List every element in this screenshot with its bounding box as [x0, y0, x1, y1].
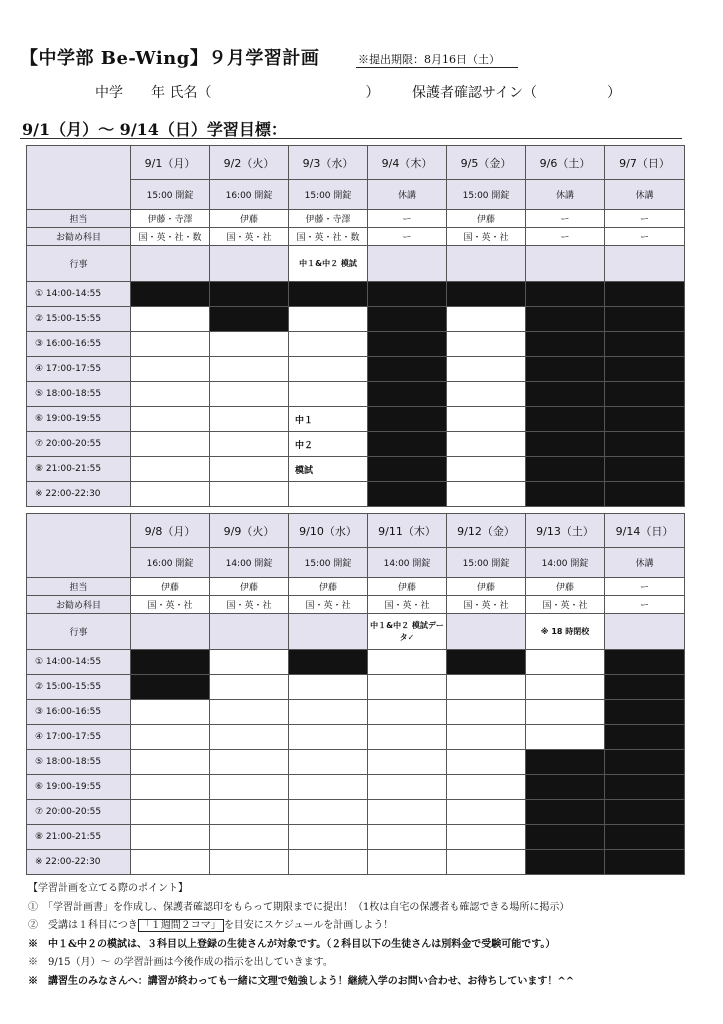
open-slot[interactable] [131, 382, 210, 407]
open-slot[interactable] [131, 800, 210, 825]
student-name-field[interactable]: 中学 年 氏名（ ） [95, 85, 380, 101]
row-label-subjects: お勧め科目 [27, 228, 131, 246]
open-slot[interactable] [447, 407, 526, 432]
closed-slot [605, 850, 685, 875]
exam-slot: 模試 [289, 457, 368, 482]
closed-slot [605, 700, 685, 725]
event-cell [368, 614, 447, 650]
subjects-cell: 国・英・社 [289, 596, 368, 614]
open-slot[interactable] [210, 675, 289, 700]
time-slot-label: ⑦ 20:00-20:55 [27, 800, 131, 825]
open-slot[interactable] [368, 800, 447, 825]
closed-slot [526, 825, 605, 850]
subjects-cell: ー [605, 228, 685, 246]
closed-slot [368, 357, 447, 382]
event-cell [447, 246, 526, 282]
closed-slot [605, 482, 685, 507]
open-slot[interactable] [131, 775, 210, 800]
closed-slot [605, 750, 685, 775]
time-slot-label: ② 15:00-15:55 [27, 675, 131, 700]
open-slot[interactable] [368, 700, 447, 725]
open-slot[interactable] [447, 332, 526, 357]
day-date: 9/4（木） [368, 146, 447, 180]
open-slot[interactable] [289, 775, 368, 800]
closed-slot [526, 800, 605, 825]
day-open-time: 休講 [605, 548, 685, 578]
subjects-cell: 国・英・社 [447, 596, 526, 614]
event-cell [131, 614, 210, 650]
staff-cell: 伊藤・寺澤 [289, 210, 368, 228]
day-open-time: 14:00 開錠 [368, 548, 447, 578]
closed-slot [526, 432, 605, 457]
day-date: 9/1（月） [131, 146, 210, 180]
staff-cell: 伊藤 [368, 578, 447, 596]
subjects-cell: ー [605, 596, 685, 614]
closed-slot [526, 307, 605, 332]
open-slot[interactable] [526, 725, 605, 750]
closed-slot [526, 332, 605, 357]
open-slot[interactable] [210, 457, 289, 482]
time-slot-label: ① 14:00-14:55 [27, 650, 131, 675]
week1-schedule-table [26, 145, 685, 507]
staff-cell: 伊藤 [447, 578, 526, 596]
closed-slot [605, 800, 685, 825]
open-slot[interactable] [447, 382, 526, 407]
open-slot[interactable] [526, 700, 605, 725]
event-cell [526, 246, 605, 282]
staff-cell: 伊藤 [131, 578, 210, 596]
closed-slot [526, 457, 605, 482]
open-slot[interactable] [131, 750, 210, 775]
day-open-time: 休講 [526, 180, 605, 210]
open-slot[interactable] [368, 725, 447, 750]
open-slot[interactable] [289, 332, 368, 357]
closed-slot [368, 482, 447, 507]
open-slot[interactable] [526, 675, 605, 700]
open-slot[interactable] [210, 650, 289, 675]
day-open-time: 15:00 開錠 [447, 548, 526, 578]
note-2 [28, 917, 574, 936]
closed-slot [605, 457, 685, 482]
day-date: 9/9（火） [210, 514, 289, 548]
open-slot[interactable] [131, 307, 210, 332]
day-open-time: 休講 [368, 180, 447, 210]
parent-signature-field[interactable]: 保護者確認サイン（ ） [412, 85, 622, 101]
closed-slot [210, 282, 289, 307]
staff-cell: ー [605, 210, 685, 228]
open-slot[interactable] [368, 750, 447, 775]
day-open-time: 16:00 開錠 [210, 180, 289, 210]
open-slot[interactable] [368, 825, 447, 850]
open-slot[interactable] [526, 650, 605, 675]
subjects-cell: ー [368, 228, 447, 246]
closed-slot [368, 282, 447, 307]
note-5: ※ 講習生のみなさんへ：講習が終わっても一緒に文理で勉強しよう！継続入学のお問い合わせ、お待ちしています！^^ [28, 975, 575, 987]
note-3: ※ 中１&中２の模試は、３科目以上登録の生徒さんが対象です。（２科目以下の生徒さんは別料金で受験可能です。） [28, 938, 556, 950]
closed-slot [210, 307, 289, 332]
open-slot[interactable] [447, 725, 526, 750]
event-cell [210, 246, 289, 282]
staff-cell: 伊藤 [447, 210, 526, 228]
row-label-event: 行事 [27, 614, 131, 650]
closed-slot [526, 750, 605, 775]
closed-slot [526, 357, 605, 382]
day-date: 9/13（土） [526, 514, 605, 548]
closed-slot [605, 675, 685, 700]
open-slot[interactable] [210, 357, 289, 382]
closed-slot [131, 650, 210, 675]
open-slot[interactable] [131, 482, 210, 507]
subjects-cell: ー [526, 228, 605, 246]
closed-slot [368, 432, 447, 457]
open-slot[interactable] [131, 850, 210, 875]
closed-slot [526, 850, 605, 875]
study-goal-field[interactable]: 9/1（月）～ 9/14（日）学習目標： [22, 120, 287, 139]
staff-cell: ー [368, 210, 447, 228]
time-slot-label: ⑥ 19:00-19:55 [27, 407, 131, 432]
closed-slot [526, 407, 605, 432]
time-slot-label: ⑥ 19:00-19:55 [27, 775, 131, 800]
open-slot[interactable] [447, 700, 526, 725]
closed-slot [605, 432, 685, 457]
open-slot[interactable] [289, 750, 368, 775]
row-label-staff: 担当 [27, 210, 131, 228]
time-slot-label: ⑧ 21:00-21:55 [27, 825, 131, 850]
event-cell [368, 246, 447, 282]
staff-cell: 伊藤・寺澤 [131, 210, 210, 228]
week2-schedule-table [26, 513, 685, 875]
time-slot-label: ⑧ 21:00-21:55 [27, 457, 131, 482]
time-slot-label: ③ 16:00-16:55 [27, 700, 131, 725]
closed-slot [368, 407, 447, 432]
staff-cell: 伊藤 [210, 578, 289, 596]
subjects-cell: 国・英・社 [210, 596, 289, 614]
subjects-cell: 国・英・社・数 [289, 228, 368, 246]
open-slot[interactable] [131, 825, 210, 850]
open-slot[interactable] [368, 850, 447, 875]
closed-slot [605, 775, 685, 800]
day-date: 9/6（土） [526, 146, 605, 180]
open-slot[interactable] [289, 482, 368, 507]
note-2-suffix: を目安にスケジュールを計画しよう！ [223, 920, 394, 931]
open-slot[interactable] [447, 307, 526, 332]
open-slot[interactable] [210, 382, 289, 407]
open-slot[interactable] [210, 407, 289, 432]
open-slot[interactable] [210, 432, 289, 457]
closed-slot [605, 332, 685, 357]
open-slot[interactable] [131, 432, 210, 457]
open-slot[interactable] [447, 432, 526, 457]
open-slot[interactable] [131, 457, 210, 482]
day-date: 9/14（日） [605, 514, 685, 548]
day-open-time: 14:00 開錠 [526, 548, 605, 578]
open-slot[interactable] [289, 825, 368, 850]
open-slot[interactable] [210, 825, 289, 850]
corner-cell [27, 146, 131, 210]
staff-cell: 伊藤 [526, 578, 605, 596]
open-slot[interactable] [447, 850, 526, 875]
time-slot-label: ① 14:00-14:55 [27, 282, 131, 307]
open-slot[interactable] [210, 775, 289, 800]
time-slot-label: ※ 22:00-22:30 [27, 482, 131, 507]
staff-cell: ー [526, 210, 605, 228]
open-slot[interactable] [210, 800, 289, 825]
open-slot[interactable] [131, 725, 210, 750]
open-slot[interactable] [447, 775, 526, 800]
subjects-cell: 国・英・社・数 [131, 228, 210, 246]
day-date: 9/11（木） [368, 514, 447, 548]
time-slot-label: ※ 22:00-22:30 [27, 850, 131, 875]
event-cell [605, 614, 685, 650]
day-open-time: 15:00 開錠 [289, 180, 368, 210]
event-cell [605, 246, 685, 282]
closed-slot [131, 282, 210, 307]
time-slot-label: ② 15:00-15:55 [27, 307, 131, 332]
closed-slot [605, 282, 685, 307]
day-date: 9/7（日） [605, 146, 685, 180]
closed-slot [368, 332, 447, 357]
open-slot[interactable] [447, 750, 526, 775]
closed-slot [605, 382, 685, 407]
time-slot-label: ④ 17:00-17:55 [27, 357, 131, 382]
day-date: 9/10（水） [289, 514, 368, 548]
subjects-cell: 国・英・社 [526, 596, 605, 614]
open-slot[interactable] [131, 357, 210, 382]
closed-slot [368, 307, 447, 332]
day-date: 9/8（月） [131, 514, 210, 548]
row-label-event: 行事 [27, 246, 131, 282]
day-date: 9/5（金） [447, 146, 526, 180]
day-open-time: 15:00 開錠 [131, 180, 210, 210]
closed-slot [289, 282, 368, 307]
deadline-underline [356, 67, 518, 68]
time-slot-label: ④ 17:00-17:55 [27, 725, 131, 750]
open-slot[interactable] [131, 700, 210, 725]
closed-slot [447, 650, 526, 675]
event-cell [526, 614, 605, 650]
closed-slot [605, 357, 685, 382]
staff-cell: 伊藤 [289, 578, 368, 596]
day-open-time: 15:00 開錠 [289, 548, 368, 578]
open-slot[interactable] [210, 750, 289, 775]
corner-cell [27, 514, 131, 578]
exam-slot: 中１ [289, 407, 368, 432]
open-slot[interactable] [289, 700, 368, 725]
event-cell [131, 246, 210, 282]
staff-cell: ー [605, 578, 685, 596]
closed-slot [447, 282, 526, 307]
event-text: 中１&中２ 模試データ✓ [370, 620, 444, 642]
event-cell [289, 614, 368, 650]
open-slot[interactable] [289, 357, 368, 382]
open-slot[interactable] [447, 825, 526, 850]
closed-slot [526, 282, 605, 307]
deadline-note: ※提出期限：8月16日（土） [358, 53, 500, 66]
day-open-time: 16:00 開錠 [131, 548, 210, 578]
open-slot[interactable] [447, 482, 526, 507]
time-slot-label: ⑤ 18:00-18:55 [27, 750, 131, 775]
day-date: 9/12（金） [447, 514, 526, 548]
event-cell [447, 614, 526, 650]
subjects-cell: 国・英・社 [131, 596, 210, 614]
event-cell [289, 246, 368, 282]
note-2-prefix: ② 受講は１科目につき [28, 920, 138, 931]
note-4: ※ 9/15（月）～ の学習計画は今後作成の指示を出していきます。 [28, 957, 333, 968]
event-text: ※ 18 時閉校 [540, 626, 590, 636]
day-date: 9/2（火） [210, 146, 289, 180]
staff-cell: 伊藤 [210, 210, 289, 228]
open-slot[interactable] [368, 775, 447, 800]
event-text: 中１&中２ 模試 [299, 258, 357, 268]
open-slot[interactable] [368, 675, 447, 700]
day-open-time: 休講 [605, 180, 685, 210]
open-slot[interactable] [210, 850, 289, 875]
closed-slot [368, 382, 447, 407]
open-slot[interactable] [368, 650, 447, 675]
day-open-time: 14:00 開錠 [210, 548, 289, 578]
open-slot[interactable] [289, 850, 368, 875]
open-slot[interactable] [289, 725, 368, 750]
open-slot[interactable] [447, 800, 526, 825]
closed-slot [605, 407, 685, 432]
open-slot[interactable] [210, 482, 289, 507]
event-cell [210, 614, 289, 650]
closed-slot [526, 775, 605, 800]
closed-slot [526, 482, 605, 507]
closed-slot [526, 382, 605, 407]
time-slot-label: ⑤ 18:00-18:55 [27, 382, 131, 407]
open-slot[interactable] [289, 675, 368, 700]
open-slot[interactable] [289, 800, 368, 825]
row-label-staff: 担当 [27, 578, 131, 596]
goal-underline [20, 138, 682, 139]
open-slot[interactable] [289, 382, 368, 407]
closed-slot [289, 650, 368, 675]
closed-slot [368, 457, 447, 482]
row-label-subjects: お勧め科目 [27, 596, 131, 614]
open-slot[interactable] [210, 332, 289, 357]
closed-slot [605, 650, 685, 675]
open-slot[interactable] [289, 307, 368, 332]
subjects-cell: 国・英・社 [447, 228, 526, 246]
subjects-cell: 国・英・社 [210, 228, 289, 246]
time-slot-label: ③ 16:00-16:55 [27, 332, 131, 357]
time-slot-label: ⑦ 20:00-20:55 [27, 432, 131, 457]
open-slot[interactable] [447, 675, 526, 700]
closed-slot [605, 725, 685, 750]
notes-heading: 【学習計画を立てる際のポイント】 [28, 883, 188, 894]
subjects-cell: 国・英・社 [368, 596, 447, 614]
open-slot[interactable] [131, 332, 210, 357]
closed-slot [605, 825, 685, 850]
open-slot[interactable] [210, 700, 289, 725]
closed-slot [131, 675, 210, 700]
day-open-time: 15:00 開錠 [447, 180, 526, 210]
open-slot[interactable] [131, 407, 210, 432]
open-slot[interactable] [210, 725, 289, 750]
page-title: 【中学部 Be-Wing】９月学習計画 [20, 48, 320, 69]
open-slot[interactable] [447, 357, 526, 382]
planning-notes [28, 880, 574, 991]
open-slot[interactable] [447, 457, 526, 482]
note-1: ① 「学習計画書」を作成し、保護者確認印をもらって期限までに提出！（1枚は自宅の保護者も確認できる場所に掲示） [28, 901, 570, 913]
note-2-highlight: 「１週間２コマ」 [138, 919, 224, 932]
day-date: 9/3（水） [289, 146, 368, 180]
closed-slot [605, 307, 685, 332]
exam-slot: 中２ [289, 432, 368, 457]
